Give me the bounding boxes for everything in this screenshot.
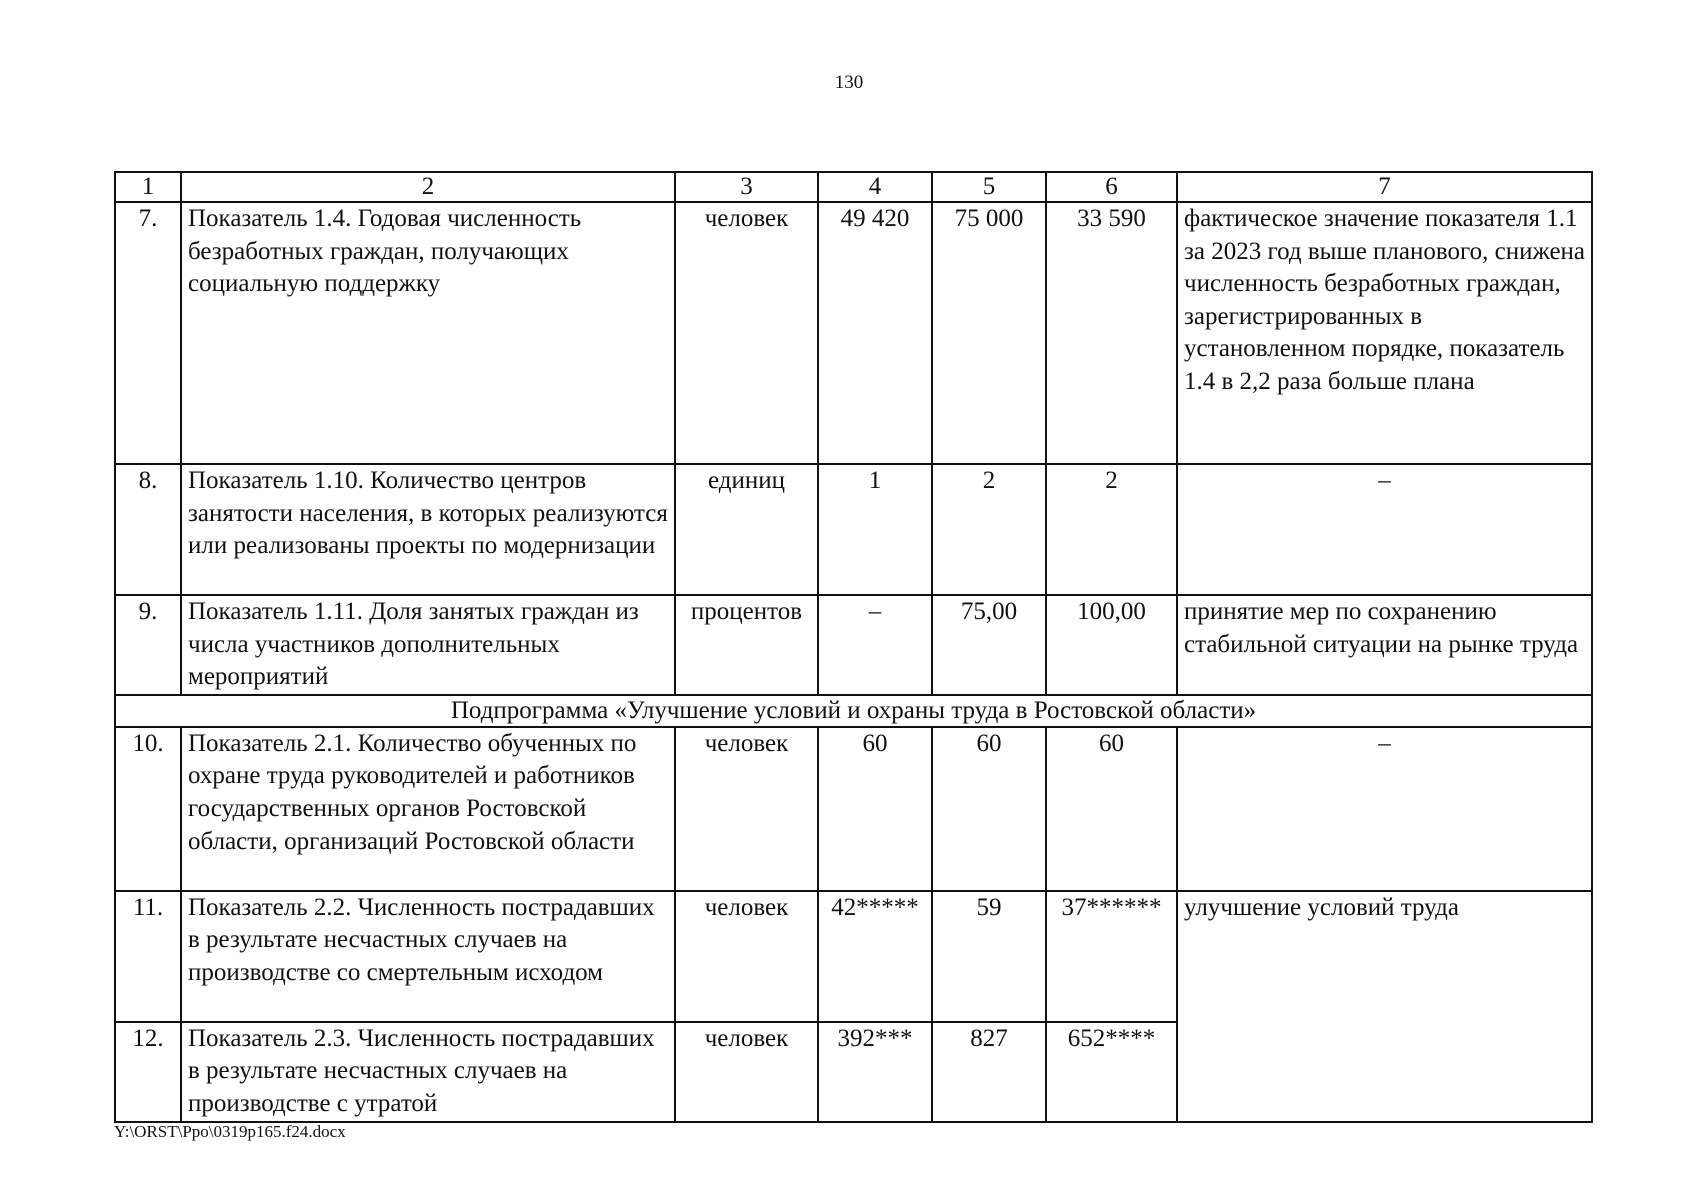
indicator-name: Показатель 2.1. Количество обученных по охране труда руководителей и работников государственных органов Ростовской области, организаций Ростовской области [181, 727, 675, 891]
row-number: 10. [115, 727, 181, 891]
indicator-name: Показатель 2.2. Численность пострадавших в результате несчастных случаев на производстве со смертельным исходом [181, 891, 675, 1022]
header-cell: 4 [818, 172, 932, 202]
header-cell: 7 [1177, 172, 1592, 202]
value-col5: 75 000 [932, 202, 1046, 464]
note-cell: – [1177, 464, 1592, 595]
value-col4: – [818, 595, 932, 695]
indicator-name: Показатель 1.10. Количество центров занятости населения, в которых реализуются или реализованы проекты по модернизации [181, 464, 675, 595]
unit-cell: человек [675, 1022, 818, 1122]
section-row [115, 695, 1592, 727]
row-number: 9. [115, 595, 181, 695]
table-row [115, 727, 1592, 891]
unit-cell: человек [675, 202, 818, 464]
table-row [115, 202, 1592, 464]
unit-cell: единиц [675, 464, 818, 595]
value-col6: 100,00 [1046, 595, 1177, 695]
file-path: Y:\ORST\Ppo\0319p165.f24.docx [114, 1122, 346, 1141]
note-cell: фактическое значение показателя 1.1 за 2023 год выше планового, снижена численность безработных граждан, зарегистрированных в установленном порядке, показатель 1.4 в 2,2 раза больше плана [1177, 202, 1592, 464]
section-title: Подпрограмма «Улучшение условий и охраны труда в Ростовской области» [115, 695, 1592, 727]
indicators-table [114, 171, 1593, 1123]
row-number: 12. [115, 1022, 181, 1122]
unit-cell: процентов [675, 595, 818, 695]
value-col6: 2 [1046, 464, 1177, 595]
header-cell: 2 [181, 172, 675, 202]
note-cell: – [1177, 727, 1592, 891]
value-col6: 33 590 [1046, 202, 1177, 464]
value-col6: 652**** [1046, 1022, 1177, 1122]
value-col4: 60 [818, 727, 932, 891]
indicator-name: Показатель 1.11. Доля занятых граждан из числа участников дополнительных мероприятий [181, 595, 675, 695]
value-col5: 827 [932, 1022, 1046, 1122]
indicator-name: Показатель 2.3. Численность пострадавших в результате несчастных случаев на производстве с утратой [181, 1022, 675, 1122]
table-row [115, 464, 1592, 595]
table-row [115, 891, 1592, 1022]
header-cell: 1 [115, 172, 181, 202]
value-col5: 75,00 [932, 595, 1046, 695]
value-col5: 59 [932, 891, 1046, 1022]
value-col4: 42***** [818, 891, 932, 1022]
note-cell: принятие мер по сохранению стабильной ситуации на рынке труда [1177, 595, 1592, 695]
unit-cell: человек [675, 891, 818, 1022]
unit-cell: человек [675, 727, 818, 891]
value-col4: 49 420 [818, 202, 932, 464]
header-cell: 3 [675, 172, 818, 202]
value-col5: 60 [932, 727, 1046, 891]
header-cell: 6 [1046, 172, 1177, 202]
row-number: 11. [115, 891, 181, 1022]
note-cell: улучшение условий труда [1177, 891, 1592, 1122]
header-cell: 5 [932, 172, 1046, 202]
row-number: 8. [115, 464, 181, 595]
value-col4: 1 [818, 464, 932, 595]
value-col6: 60 [1046, 727, 1177, 891]
value-col6: 37****** [1046, 891, 1177, 1022]
page-number: 130 [834, 72, 864, 93]
table-header-row [115, 172, 1592, 202]
value-col5: 2 [932, 464, 1046, 595]
value-col4: 392*** [818, 1022, 932, 1122]
row-number: 7. [115, 202, 181, 464]
table-row [115, 595, 1592, 695]
indicator-name: Показатель 1.4. Годовая численность безработных граждан, получающих социальную поддержку [181, 202, 675, 464]
